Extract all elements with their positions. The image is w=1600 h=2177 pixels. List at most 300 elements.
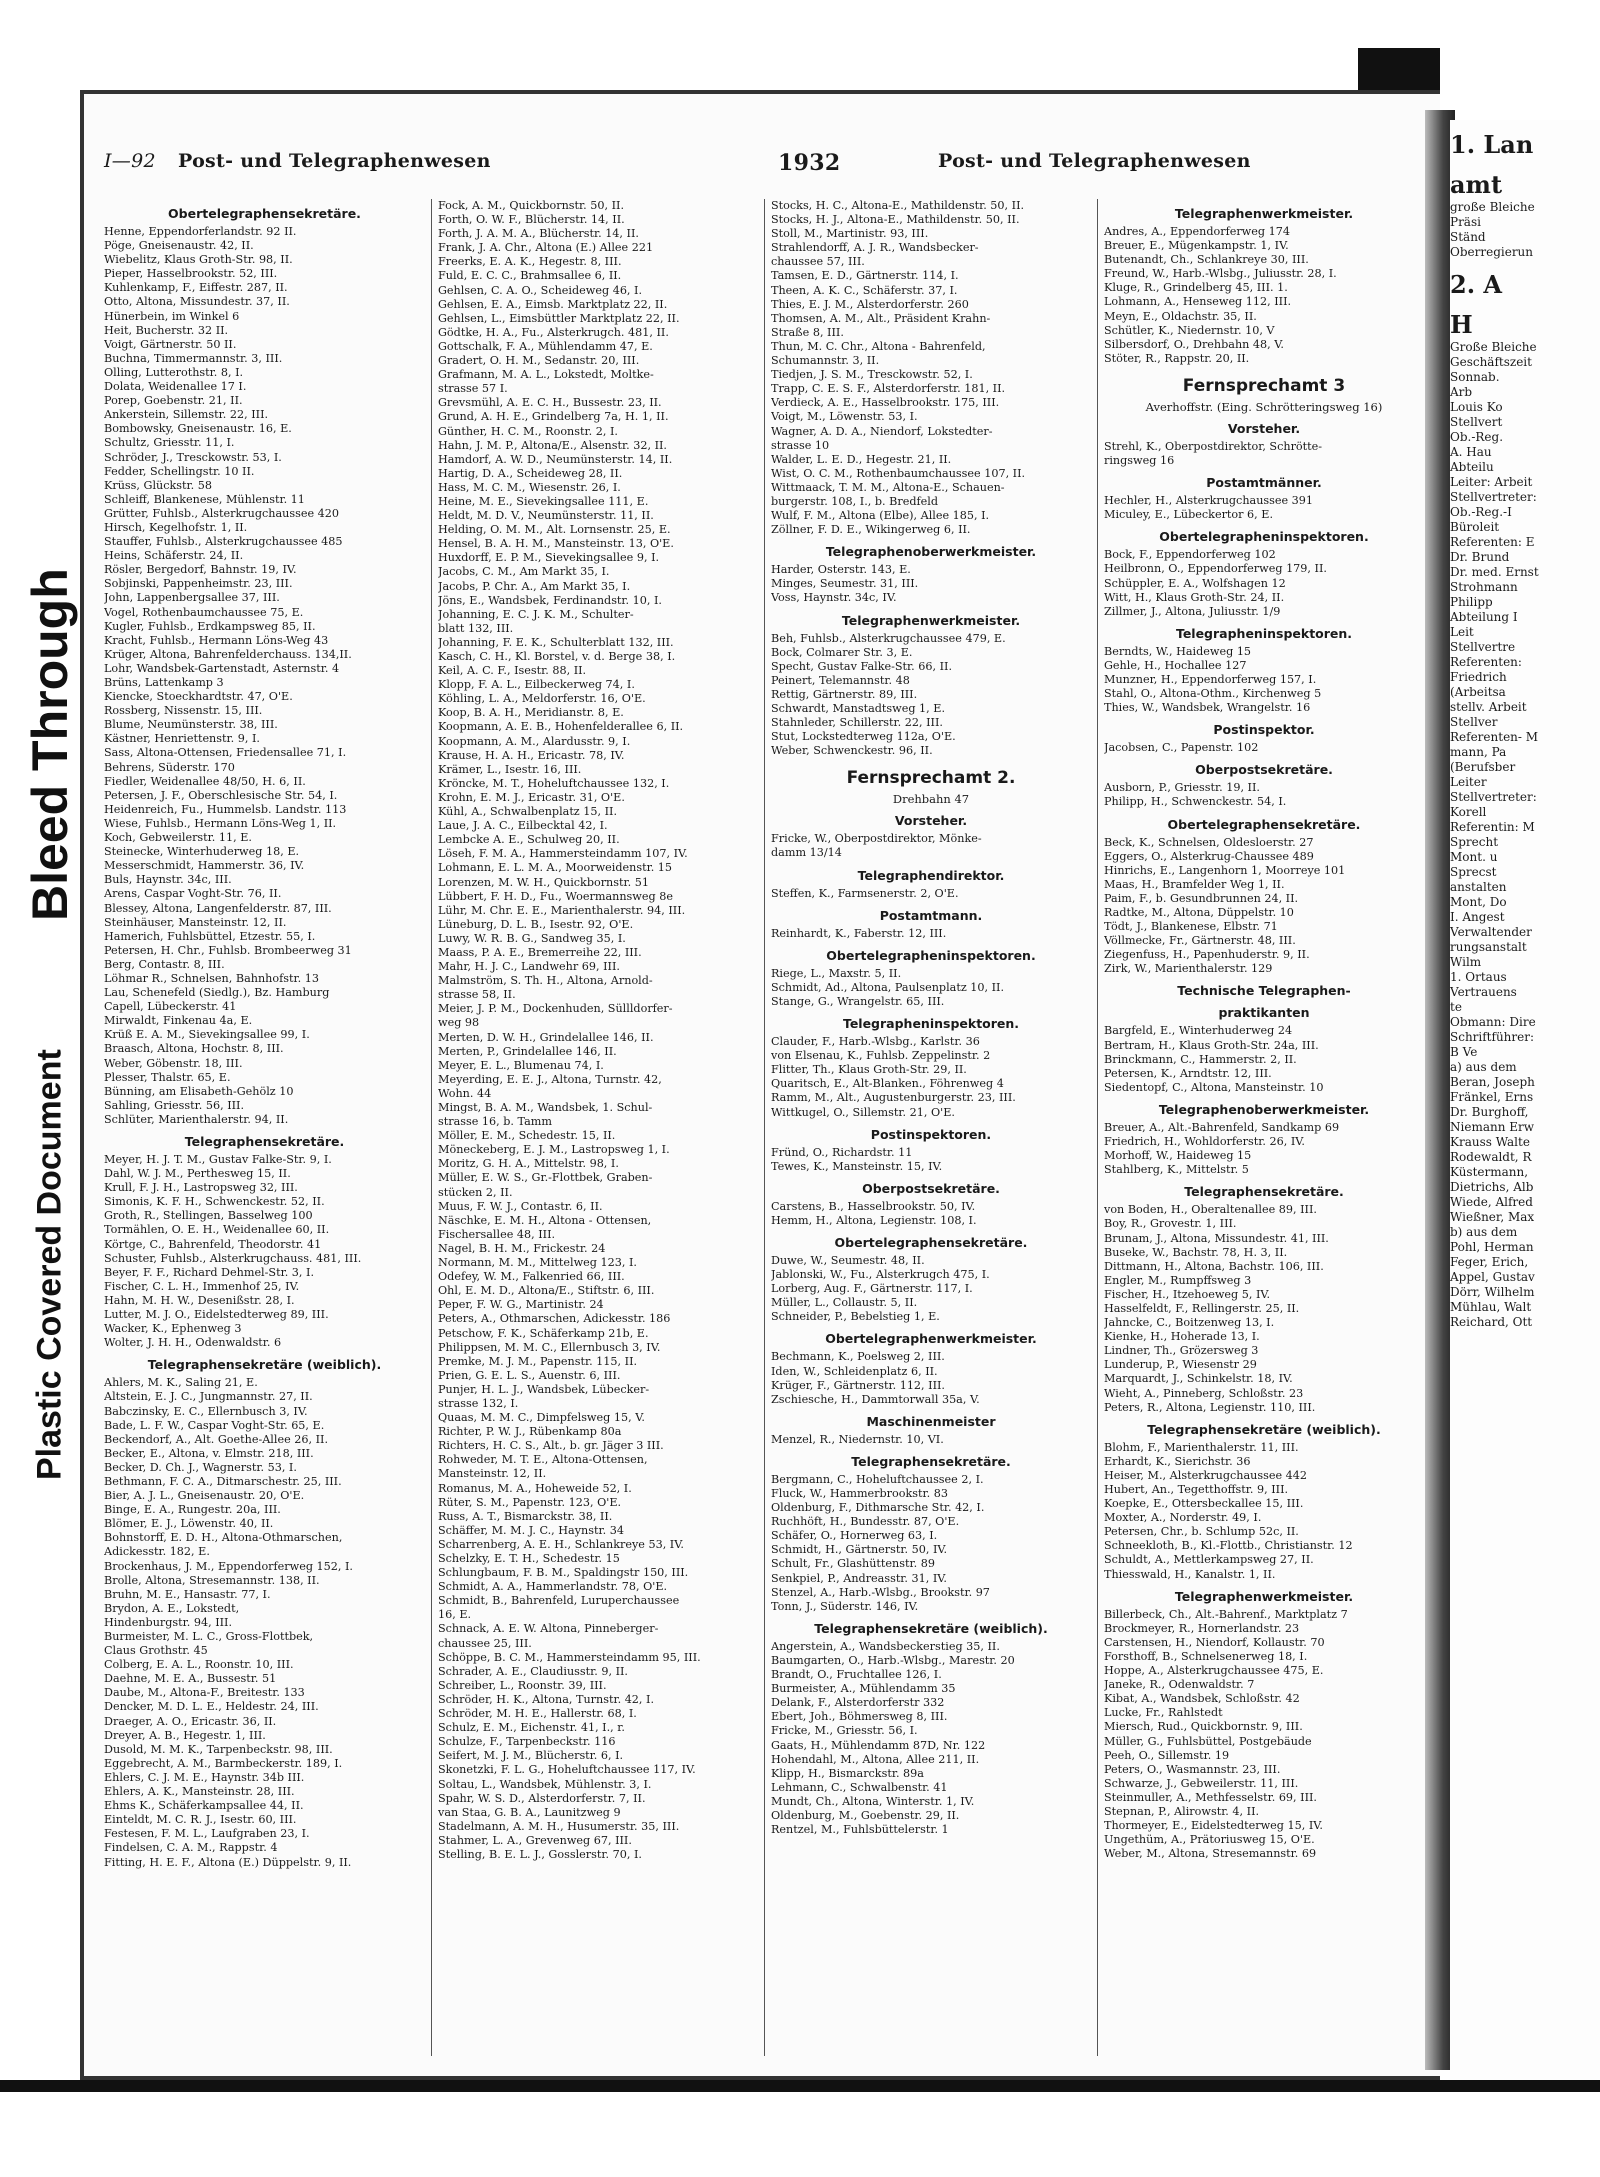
directory-entry: Schmidt, Ad., Altona, Paulsenplatz 10, II.	[771, 980, 1005, 994]
directory-entry: von Boden, H., Oberaltenallee 89, III.	[1104, 1203, 1317, 1217]
section-heading: Telegraphensekretäre (weiblich).	[1147, 1421, 1381, 1437]
facing-page-line: I. Angest	[1450, 910, 1505, 924]
directory-entry: Klipp, H., Bismarckstr. 89a	[771, 1766, 924, 1780]
directory-entry: Lohr, Wandsbek-Gartenstadt, Asternstr. 4	[104, 661, 340, 675]
directory-entry: Seifert, M. J. M., Blücherstr. 6, I.	[438, 1749, 624, 1763]
directory-entry: Bohnstorff, E. D. H., Altona-Othmarschen,	[104, 1531, 343, 1545]
directory-entry: Ebert, Joh., Böhmersweg 8, III.	[771, 1710, 948, 1724]
facing-page-line: Küstermann,	[1450, 1165, 1529, 1179]
section-heading: Telegrapheninspektoren.	[842, 1016, 1020, 1032]
directory-entry: Tamsen, E. D., Gärtnerstr. 114, I.	[771, 269, 959, 283]
directory-entry: Kiencke, Stoeckhardtstr. 47, O'E.	[104, 690, 293, 704]
facing-page-line: rungsanstalt	[1450, 940, 1527, 954]
section-heading: Technische Telegraphen-	[1177, 983, 1351, 999]
section-heading: Postamtmänner.	[1206, 475, 1322, 491]
facing-page-line: Feger, Erich,	[1450, 1255, 1529, 1269]
directory-entry: Simonis, K. F. H., Schwenckestr. 52, II.	[104, 1195, 325, 1209]
directory-entry: van Staa, G. B. A., Launitzweg 9	[438, 1805, 621, 1819]
directory-entry: Stoll, M., Martinistr. 93, III.	[771, 227, 929, 241]
directory-entry: Bethmann, F. C. A., Ditmarschestr. 25, III.	[104, 1474, 342, 1488]
directory-entry: Kröncke, M. T., Hoheluftchaussee 132, I.	[438, 776, 670, 790]
directory-entry: Peters, O., Wasmannstr. 23, III.	[1104, 1762, 1281, 1776]
directory-entry: Heldt, M. D. V., Neumünsterstr. 11, II.	[438, 509, 654, 523]
directory-entry: Gaats, H., Mühlendamm 87D, Nr. 122	[771, 1738, 986, 1752]
section-heading: Vorsteher.	[894, 813, 968, 829]
directory-entry: Miculey, E., Lübeckertor 6, E.	[1104, 508, 1274, 522]
facing-page-line: Ständ	[1450, 230, 1486, 244]
plastic-covered-label: Plastic Covered Document	[30, 1049, 69, 1481]
directory-entry: Brüns, Lattenkamp 3	[104, 676, 224, 689]
directory-entry: Löseh, F. M. A., Hammersteindamm 107, IV.	[438, 847, 688, 861]
facing-page-line: Abteilu	[1450, 460, 1494, 474]
facing-page-line: Sonnab.	[1450, 370, 1500, 384]
directory-entry: Grafmann, M. A. L., Lokstedt, Moltke-	[438, 368, 654, 382]
directory-entry: Skonetzki, F. L. G., Hoheluftchaussee 117, IV.	[438, 1763, 696, 1777]
directory-entry: Daehne, M. E. A., Bussestr. 51	[104, 1672, 277, 1686]
directory-entry: Schuster, Fuhlsb., Alsterkrugchauss. 481, III.	[104, 1251, 362, 1265]
directory-entry: Müller, G., Fuhlsbüttel, Postgebäude	[1104, 1734, 1312, 1748]
facing-page-line: Referenten:	[1450, 655, 1522, 669]
directory-entry: Daube, M., Altona-F., Breitestr. 133	[104, 1686, 305, 1700]
directory-entry: Lutter, M. J. O., Eidelstedterweg 89, III.	[104, 1308, 329, 1322]
directory-entry: Heit, Bucherstr. 32 II.	[104, 323, 229, 337]
directory-entry: Berg, Contastr. 8, III.	[104, 957, 225, 971]
section-heading: Obertelegraphenwerkmeister.	[825, 1331, 1037, 1347]
directory-entry: Voss, Haynstr. 34c, IV.	[771, 591, 897, 605]
directory-entry: Becker, E., Altona, v. Elmstr. 218, III.	[104, 1446, 314, 1460]
directory-entry: Hechler, H., Alsterkrugchaussee 391	[1104, 494, 1314, 508]
directory-entry: Breuer, E., Mügenkampstr. 1, IV.	[1104, 239, 1289, 253]
directory-entry: Hensel, B. A. H. M., Mansteinstr. 13, O'E.	[438, 537, 674, 551]
facing-page-line: a) aus dem	[1450, 1060, 1517, 1074]
directory-entry: Stahmer, L. A., Grevenweg 67, III.	[438, 1833, 632, 1847]
header-left-title: Post- und Telegraphenwesen	[178, 150, 491, 172]
section-heading: Postinspektor.	[1213, 722, 1315, 738]
directory-entry: Ausborn, P., Griesstr. 19, II.	[1104, 781, 1260, 795]
section-heading: Telegraphenwerkmeister.	[1174, 1588, 1354, 1604]
directory-entry: Capell, Lübeckerstr. 41	[104, 1000, 237, 1014]
directory-entry: Premke, M. J. M., Papenstr. 115, II.	[438, 1354, 638, 1368]
facing-page-line: Stellvertreter:	[1450, 790, 1537, 804]
directory-entry: Lembcke A. E., Schulweg 20, II.	[438, 833, 620, 847]
directory-entry: Billerbeck, Ch., Alt.-Bahrenf., Marktplatz 7	[1104, 1607, 1348, 1621]
directory-entry: Meyerding, E. E. J., Altona, Turnstr. 42,	[438, 1072, 662, 1086]
directory-entry: Butenandt, Ch., Schlankreye 30, III.	[1104, 253, 1309, 267]
directory-entry: Ehms K., Schäferkampsallee 44, II.	[104, 1799, 304, 1813]
directory-entry: Hasselfeldt, F., Rellingerstr. 25, II.	[1104, 1301, 1300, 1315]
directory-entry: Schleiff, Blankenese, Mühlenstr. 11	[104, 492, 305, 506]
directory-entry: Hahn, J. M. P., Altona/E., Alsenstr. 32, II.	[438, 438, 667, 452]
directory-entry: Angerstein, A., Wandsbeckerstieg 35, II.	[771, 1639, 1000, 1653]
directory-entry: Schelzky, E. T. H., Schedestr. 15	[438, 1552, 620, 1565]
directory-entry: burgerstr. 108, I., b. Bredfeld	[771, 494, 938, 508]
directory-entry: strasse 58, II.	[438, 988, 516, 1002]
directory-entry: Oldenburg, F., Dithmarsche Str. 42, I.	[771, 1501, 985, 1515]
directory-entry: Stocks, H. C., Altona-E., Mathildenstr. 50, II.	[771, 199, 1025, 212]
directory-entry: Löhmar R., Schnelsen, Bahnhofstr. 13	[104, 971, 319, 985]
section-heading: Oberpostsekretäre.	[1195, 762, 1333, 778]
directory-entry: Stepnan, P., Alirowstr. 4, II.	[1104, 1804, 1260, 1818]
page-header	[98, 150, 1426, 180]
directory-entry: Schmidt, B., Bahrenfeld, Luruperchaussee	[438, 1594, 680, 1608]
directory-entry: Buls, Haynstr. 34c, III.	[104, 873, 232, 887]
directory-entry: Eggebrecht, A. M., Barmbeckerstr. 189, I.	[104, 1756, 343, 1770]
directory-entry: Ruchhöft, H., Bundesstr. 87, O'E.	[771, 1515, 960, 1529]
directory-entry: Romanus, M. A., Hoheweide 52, I.	[438, 1481, 632, 1495]
directory-entry: Boy, R., Grovestr. 1, III.	[1104, 1217, 1237, 1231]
directory-entry: Maas, H., Bramfelder Weg 1, II.	[1104, 877, 1285, 891]
facing-page-line: mann, Pa	[1450, 745, 1507, 759]
directory-entry: Punjer, H. L. J., Wandsbek, Lübecker-	[438, 1382, 650, 1396]
directory-entry: Wacker, K., Ephenweg 3	[104, 1322, 242, 1336]
directory-entry: Mundt, Ch., Altona, Winterstr. 1, IV.	[771, 1794, 975, 1808]
directory-entry: 16, E.	[438, 1608, 472, 1622]
directory-entry: Dusold, M. M. K., Tarpenbeckstr. 98, III.	[104, 1742, 333, 1756]
directory-entry: Weber, Göbenstr. 18, III.	[104, 1056, 243, 1070]
directory-entry: Tödt, J., Blankenese, Elbstr. 71	[1104, 920, 1278, 934]
facing-page-line: te	[1450, 1000, 1462, 1014]
facing-page-line: 2. A	[1450, 270, 1503, 299]
directory-entry: Stocks, H. J., Altona-E., Mathildenstr. 50, II.	[771, 213, 1020, 227]
directory-entry: Otto, Altona, Missundestr. 37, II.	[104, 295, 290, 309]
directory-entry: Bergmann, C., Hoheluftchaussee 2, I.	[771, 1472, 984, 1486]
directory-entry: Engler, M., Rumpffsweg 3	[1104, 1273, 1252, 1287]
directory-entry: Wagner, A. D. A., Niendorf, Lokstedter-	[771, 424, 993, 438]
directory-entry: Bock, Colmarer Str. 3, E.	[771, 645, 913, 659]
directory-entry: Fischer, H., Itzehoeweg 5, IV.	[1104, 1287, 1271, 1301]
directory-entry: Günther, H. C. M., Roonstr. 2, I.	[438, 424, 618, 438]
directory-entry: Müller, L., Collaustr. 5, II.	[771, 1296, 918, 1310]
directory-entry: Minges, Seumestr. 31, III.	[771, 577, 919, 591]
directory-entry: Andres, A., Eppendorferweg 174	[1104, 225, 1290, 238]
directory-entry: Schreiber, L., Roonstr. 39, III.	[438, 1678, 607, 1692]
facing-page-line: (Berufsber	[1450, 760, 1516, 774]
directory-entry: Fischersallee 48, III.	[438, 1227, 556, 1241]
directory-entry: Lindner, Th., Grözersweg 3	[1104, 1344, 1259, 1358]
directory-entry: Delank, F., Alsterdorferstr 332	[771, 1696, 945, 1710]
directory-entry: Verdieck, A. E., Hasselbrookstr. 175, III.	[771, 396, 1000, 410]
facing-page-line: Verwaltender	[1450, 925, 1532, 939]
directory-entry: Heidenreich, Fu., Hummelsb. Landstr. 113	[104, 802, 347, 816]
directory-entry: Muus, F. W. J., Contastr. 6, II.	[438, 1199, 603, 1213]
directory-entry: Thies, W., Wandsbek, Wrangelstr. 16	[1104, 701, 1311, 715]
directory-entry: Rossberg, Nissenstr. 15, III.	[104, 704, 263, 718]
directory-entry: Hinrichs, E., Langenhorn 1, Moorreye 101	[1104, 863, 1346, 877]
directory-entry: Bruhn, M. E., Hansastr. 77, I.	[104, 1587, 271, 1601]
directory-entry: Grund, A. H. E., Grindelberg 7a, H. 1, II.	[438, 410, 669, 424]
directory-entry: Hamdorf, A. W. D., Neumünsterstr. 14, II.	[438, 452, 673, 466]
directory-entry: Rüter, S. M., Papenstr. 123, O'E.	[438, 1495, 622, 1509]
facing-page-line: Sprecht	[1450, 835, 1499, 849]
facing-page-line: Dr. med. Ernst	[1450, 565, 1539, 579]
directory-entry: Bechmann, K., Poelsweg 2, III.	[771, 1350, 945, 1364]
facing-page-line: Mont. u	[1450, 850, 1498, 864]
directory-entry: Schäfer, O., Hornerweg 63, I.	[771, 1529, 938, 1543]
directory-entry: Baumgarten, O., Harb.-Wlsbg., Marestr. 20	[771, 1653, 1015, 1667]
directory-entry: Sobjinski, Pappenheimstr. 23, III.	[104, 577, 293, 591]
section-heading: Telegraphendirektor.	[857, 867, 1005, 883]
directory-entry: Johanning, E. C. J. K. M., Schulter-	[438, 607, 634, 621]
directory-entry: Möller, E. M., Schedestr. 15, II.	[438, 1129, 616, 1143]
directory-entry: Adickesstr. 182, E.	[104, 1545, 210, 1559]
directory-entry: Stelling, B. E. L. J., Gosslerstr. 70, I.	[438, 1847, 642, 1861]
office-heading: Fernsprechamt 3	[1182, 375, 1346, 396]
facing-page-line: Sprecst	[1450, 865, 1497, 879]
facing-page-line: Ob.-Reg.	[1450, 430, 1504, 444]
directory-entry: Thun, M. C. Chr., Altona - Bahrenfeld,	[771, 339, 986, 353]
directory-entry: Wolter, J. H. H., Odenwaldstr. 6	[104, 1336, 282, 1350]
directory-entry: Lorberg, Aug. F., Gärtnerstr. 117, I.	[771, 1282, 973, 1296]
directory-entry: Altstein, E. J. C., Jungmannstr. 27, II.	[104, 1390, 313, 1404]
directory-entry: Krüß E. A. M., Sievekingsallee 99, I.	[104, 1028, 310, 1042]
directory-entry: Beyer, F. F., Richard Dehmel-Str. 3, I.	[104, 1265, 315, 1279]
directory-entry: Krüss, Glückstr. 58	[104, 478, 212, 492]
directory-entry: Steffen, K., Farmsenerstr. 2, O'E.	[771, 886, 959, 900]
directory-entry: Schröder, H. K., Altona, Turnstr. 42, I.	[438, 1692, 655, 1706]
directory-entry: Thiesswald, H., Kanalstr. 1, II.	[1104, 1567, 1276, 1581]
directory-entry: Hass, M. C. M., Wiesenstr. 26, I.	[438, 480, 621, 494]
directory-entry: Lübbert, F. H. D., Fu., Woermannsweg 8e	[438, 889, 673, 903]
directory-entry: Moritz, G. H. A., Mittelstr. 98, I.	[438, 1157, 619, 1171]
directory-entry: Kracht, Fuhlsb., Hermann Löns-Weg 43	[104, 633, 329, 647]
facing-page-line: Referentin: M	[1450, 820, 1535, 834]
directory-entry: Lau, Schenefeld (Siedlg.), Bz. Hamburg	[104, 986, 330, 1000]
office-address: Drehbahn 47	[892, 792, 970, 807]
directory-entry: Kasch, C. H., Kl. Borstel, v. d. Berge 38, I.	[438, 650, 676, 663]
facing-page-line: Reichard, Ott	[1450, 1315, 1533, 1329]
facing-page-line: Leiter: Arbeit	[1450, 475, 1533, 489]
facing-page-line: Wiede, Alfred	[1450, 1195, 1533, 1209]
directory-entry: Steinecke, Winterhuderweg 18, E.	[104, 845, 300, 859]
directory-entry: Mirwaldt, Finkenau 4a, E.	[104, 1014, 253, 1028]
directory-entry: Stadelmann, A. M. H., Husumerstr. 35, III.	[438, 1819, 680, 1833]
directory-entry: Brockmeyer, R., Hornerlandstr. 23	[1104, 1621, 1300, 1635]
directory-entry: Schöppe, B. C. M., Hammersteindamm 95, III.	[438, 1650, 701, 1664]
section-heading: Telegraphenwerkmeister.	[1174, 206, 1354, 221]
directory-entry: Rettig, Gärtnerstr. 89, III.	[771, 687, 918, 701]
directory-entry: Grevsmühl, A. E. C. H., Bussestr. 23, II.	[438, 396, 662, 410]
directory-entry: Ehlers, A. K., Mansteinstr. 28, III.	[104, 1785, 295, 1799]
directory-entry: Breuer, A., Alt.-Bahrenfeld, Sandkamp 69	[1104, 1120, 1340, 1134]
directory-entry: Hahn, M. H. W., Desenißstr. 28, I.	[104, 1293, 295, 1307]
directory-entry: Festesen, F. M. L., Laufgraben 23, I.	[104, 1827, 310, 1841]
facing-page-line: Stellver	[1450, 715, 1498, 729]
facing-page-line: Büroleit	[1450, 520, 1500, 534]
directory-entry: Schwardt, Manstadtsweg 1, E.	[771, 702, 946, 715]
directory-entry: Tormählen, O. E. H., Weidenallee 60, II.	[104, 1223, 330, 1237]
directory-entry: Voigt, M., Löwenstr. 53, I.	[771, 410, 918, 424]
facing-page-fragment	[1450, 120, 1600, 2080]
directory-entry: Rösler, Bergedorf, Bahnstr. 19, IV.	[104, 563, 297, 577]
directory-entry: Kühl, A., Schwalbenplatz 15, II.	[438, 805, 618, 819]
section-heading: Telegraphenoberwerkmeister.	[1158, 1101, 1370, 1117]
directory-entry: Bier, A. J. L., Gneisenaustr. 20, O'E.	[104, 1489, 305, 1503]
directory-entry: Krüger, F., Gärtnerstr. 112, III.	[771, 1378, 945, 1392]
facing-page-line: Korell	[1450, 805, 1487, 819]
facing-page-line: große Bleiche	[1450, 200, 1535, 214]
directory-entry: Krause, H. A. H., Ericastr. 78, IV.	[438, 748, 625, 762]
directory-entry: Findelsen, C. A. M., Rappstr. 4	[104, 1841, 278, 1855]
directory-entry: Huxdorff, E. P. M., Sievekingsallee 9, I.	[438, 551, 660, 565]
directory-entry: Köhling, L. A., Meldorferstr. 16, O'E.	[438, 692, 646, 706]
column-1	[98, 199, 431, 2056]
directory-entry: Ungethüm, A., Prätoriusweg 15, O'E.	[1104, 1833, 1315, 1847]
directory-entry: Grütter, Fuhlsb., Alsterkrugchaussee 420	[104, 506, 339, 520]
directory-entry: Richters, H. C. S., Alt., b. gr. Jäger 3 III.	[438, 1439, 664, 1453]
section-heading: Telegraphensekretäre.	[851, 1453, 1011, 1469]
facing-page-line: Rodewaldt, R	[1450, 1150, 1532, 1164]
directory-entry: Reinhardt, K., Faberstr. 12, III.	[771, 926, 947, 940]
directory-entry: Helding, O. M. M., Alt. Lornsenstr. 25, E.	[438, 523, 671, 537]
directory-entry: Gehlsen, E. A., Eimsb. Marktplatz 22, II.	[438, 297, 668, 311]
facing-page-line: Dietrichs, Alb	[1450, 1180, 1534, 1194]
section-heading: Telegraphenoberwerkmeister.	[825, 544, 1037, 560]
section-heading: Obertelegrapheninspektoren.	[1159, 529, 1369, 545]
section-heading: Telegraphenwerkmeister.	[841, 612, 1021, 628]
directory-entry: Wiebelitz, Klaus Groth-Str. 98, II.	[104, 253, 293, 267]
directory-entry: Miersch, Rud., Quickbornstr. 9, III.	[1104, 1720, 1303, 1734]
directory-entry: Mingst, B. A. M., Wandsbek, 1. Schul-	[438, 1101, 653, 1114]
directory-entry: Groth, R., Stellingen, Basselweg 100	[104, 1209, 313, 1223]
directory-entry: Buseke, W., Bachstr. 78, H. 3, II.	[1104, 1245, 1288, 1259]
directory-entry: Beh, Fuhlsb., Alsterkrugchaussee 479, E.	[771, 631, 1006, 645]
facing-page-line: Wilm	[1450, 955, 1482, 969]
directory-entry: Völlmecke, Fr., Gärtnerstr. 48, III.	[1104, 934, 1296, 948]
directory-entry: Rohweder, M. T. E., Altona-Ottensen,	[438, 1453, 648, 1467]
directory-entry: Schult, Fr., Glashüttenstr. 89	[771, 1557, 935, 1571]
section-heading: Oberpostsekretäre.	[862, 1180, 1000, 1196]
directory-entry: Fründ, O., Richardstr. 11	[771, 1145, 913, 1159]
directory-columns	[98, 199, 1430, 2056]
directory-entry: Kibat, A., Wandsbek, Schloßstr. 42	[1104, 1692, 1300, 1706]
directory-entry: Fricke, M., Griesstr. 56, I.	[771, 1724, 918, 1738]
directory-entry: Schüppler, E. A., Wolfshagen 12	[1104, 576, 1286, 590]
directory-entry: Koopmann, A. M., Alardusstr. 9, I.	[438, 734, 631, 748]
directory-entry: Kästner, Henriettenstr. 9, I.	[104, 732, 260, 746]
directory-entry: Stauffer, Fuhlsb., Alsterkrugchaussee 485	[104, 535, 343, 549]
directory-entry: Ehlers, C. J. M. E., Haynstr. 34b III.	[104, 1770, 305, 1784]
directory-entry: Hamerich, Fuhlsbüttel, Etzestr. 55, I.	[104, 929, 316, 943]
office-heading: Fernsprechamt 2.	[846, 768, 1016, 789]
directory-entry: Wieht, A., Pinneberg, Schloßstr. 23	[1104, 1386, 1304, 1400]
directory-entry: Carstensen, H., Niendorf, Kollaustr. 70	[1104, 1635, 1325, 1649]
section-heading: Maschinenmeister	[866, 1413, 996, 1429]
directory-entry: Philipp, H., Schwenckestr. 54, I.	[1104, 795, 1287, 809]
directory-entry: Näschke, E. M. H., Altona - Ottensen,	[438, 1213, 652, 1227]
facing-page-line: Leiter	[1450, 775, 1487, 789]
directory-entry: Fuld, E. C. C., Brahmsallee 6, II.	[438, 269, 622, 283]
directory-entry: Lüneburg, D. L. B., Isestr. 92, O'E.	[438, 917, 634, 931]
directory-entry: Stahlberg, K., Mittelstr. 5	[1104, 1163, 1249, 1177]
directory-entry: Beck, K., Schnelsen, Oldesloerstr. 27	[1104, 835, 1314, 849]
directory-entry: Witt, H., Klaus Groth-Str. 24, II.	[1104, 590, 1285, 604]
directory-entry: Scharrenberg, A. E. H., Schlankreye 53, IV.	[438, 1537, 684, 1551]
facing-page-line: anstalten	[1450, 880, 1507, 894]
page-reference: I—92	[104, 150, 156, 172]
directory-entry: Silbersdorf, O., Drehbahn 48, V.	[1104, 337, 1284, 351]
directory-entry: Krämer, L., Isestr. 16, III.	[438, 762, 582, 776]
facing-page-line: H	[1450, 310, 1473, 339]
directory-entry: Janeke, R., Odenwaldstr. 7	[1104, 1678, 1255, 1692]
directory-entry: Claus Grothstr. 45	[104, 1644, 208, 1658]
directory-entry: Freund, W., Harb.-Wlsbg., Juliusstr. 28, I.	[1104, 267, 1337, 281]
directory-entry: Behrens, Süderstr. 170	[104, 760, 235, 774]
directory-entry: Malmström, S. Th. H., Altona, Arnold-	[438, 974, 653, 988]
directory-entry: Keil, A. C. F., Isestr. 88, II.	[438, 664, 587, 678]
directory-entry: Koopmann, A. E. B., Hohenfelderallee 6, II.	[438, 720, 684, 734]
section-heading: Telegraphensekretäre (weiblich).	[814, 1620, 1048, 1636]
directory-entry: Binge, E. A., Rungestr. 20a, III.	[104, 1503, 281, 1517]
directory-entry: Berndts, W., Haideweg 15	[1104, 644, 1252, 658]
section-heading: Postamtmann.	[879, 907, 983, 923]
directory-entry: Wiese, Fuhlsb., Hermann Löns-Weg 1, II.	[104, 816, 337, 830]
directory-entry: Ziegenfuss, H., Papenhuderstr. 9, II.	[1104, 948, 1310, 962]
column-3	[764, 199, 1097, 2056]
facing-page-line: Beran, Joseph	[1450, 1075, 1535, 1089]
directory-entry: Müller, E. W. S., Gr.-Flottbek, Graben-	[438, 1171, 653, 1185]
directory-entry: Prien, G. E. L. S., Auenstr. 6, III.	[438, 1368, 621, 1382]
directory-entry: Carstens, B., Hasselbrookstr. 50, IV.	[771, 1199, 976, 1213]
directory-entry: Merten, P., Grindelallee 146, II.	[438, 1044, 617, 1058]
directory-entry: Brinckmann, C., Hammerstr. 2, II.	[1104, 1052, 1297, 1066]
facing-page-line: stellv. Arbeit	[1450, 700, 1527, 714]
directory-entry: Schröder, J., Tresckowstr. 53, I.	[104, 450, 282, 464]
facing-page-line: Appel, Gustav	[1450, 1270, 1535, 1284]
directory-entry: Russ, A. T., Bismarckstr. 38, II.	[438, 1509, 613, 1523]
directory-entry: Meier, J. P. M., Dockenhuden, Süllldorfer-	[438, 1002, 673, 1016]
directory-entry: Friedrich, H., Wohldorferstr. 26, IV.	[1104, 1135, 1305, 1149]
directory-entry: Fricke, W., Oberpostdirektor, Mönke-	[771, 832, 982, 846]
directory-entry: John, Lappenbergsallee 37, III.	[104, 591, 280, 605]
directory-entry: Messerschmidt, Hammerstr. 36, IV.	[104, 859, 305, 873]
directory-entry: Vogel, Rothenbaumchaussee 75, E.	[104, 605, 304, 619]
directory-entry: Dolata, Weidenallee 17 I.	[104, 380, 247, 394]
directory-entry: Stahnleder, Schillerstr. 22, III.	[771, 716, 943, 730]
directory-entry: Porep, Goebenstr. 21, II.	[104, 394, 243, 408]
directory-entry: Blume, Neumünsterstr. 38, III.	[104, 718, 278, 732]
directory-entry: Erhardt, K., Sierichstr. 36	[1104, 1454, 1251, 1468]
directory-entry: stücken 2, II.	[438, 1185, 513, 1199]
directory-entry: Forth, J. A. M. A., Blücherstr. 14, II.	[438, 227, 639, 241]
directory-entry: Soltau, L., Wandsbek, Mühlenstr. 3, I.	[438, 1777, 652, 1791]
directory-entry: Heiser, M., Alsterkrugchaussee 442	[1104, 1468, 1308, 1482]
directory-entry: Nagel, B. H. M., Frickestr. 24	[438, 1241, 606, 1255]
directory-entry: Richter, P. W. J., Rübenkamp 80a	[438, 1425, 622, 1439]
directory-entry: Schumannstr. 3, II.	[771, 354, 880, 368]
directory-entry: Flitter, Th., Klaus Groth-Str. 29, II.	[771, 1063, 967, 1077]
directory-entry: Rentzel, M., Fuhlsbüttelerstr. 1	[771, 1823, 949, 1837]
facing-page-line: Wießner, Max	[1450, 1210, 1535, 1224]
facing-page-line: b) aus dem	[1450, 1225, 1518, 1239]
directory-entry: Zschiesche, H., Dammtorwall 35a, V.	[771, 1392, 980, 1406]
directory-entry: Lehmann, C., Schwalbenstr. 41	[771, 1780, 948, 1794]
facing-page-line: Pohl, Herman	[1450, 1240, 1534, 1254]
facing-page-line: Referenten: E	[1450, 535, 1535, 549]
section-heading: Telegraphensekretäre (weiblich).	[147, 1357, 382, 1373]
directory-entry: Petersen, H. Chr., Fuhlsb. Brombeerweg 31	[104, 943, 352, 957]
directory-entry: Gradert, O. H. M., Sedanstr. 20, III.	[438, 354, 640, 368]
facing-page-line: Dr. Brund	[1450, 550, 1510, 564]
directory-entry: Odefey, W. M., Falkenried 66, III.	[438, 1270, 625, 1284]
column-4	[1097, 199, 1430, 2056]
directory-entry: Hünerbein, im Winkel 6	[104, 309, 240, 323]
facing-page-line: Ob.-Reg.-I	[1450, 505, 1512, 519]
directory-entry: von Elsenau, K., Fuhlsb. Zeppelinstr. 2	[771, 1049, 991, 1063]
directory-entry: Ahlers, M. K., Saling 21, E.	[104, 1376, 258, 1390]
directory-entry: Arens, Caspar Voght-Str. 76, II.	[104, 887, 282, 901]
directory-entry: Koop, B. A. H., Meridianstr. 8, E.	[438, 706, 624, 720]
directory-entry: Weber, M., Altona, Stresemannstr. 69	[1104, 1847, 1317, 1861]
